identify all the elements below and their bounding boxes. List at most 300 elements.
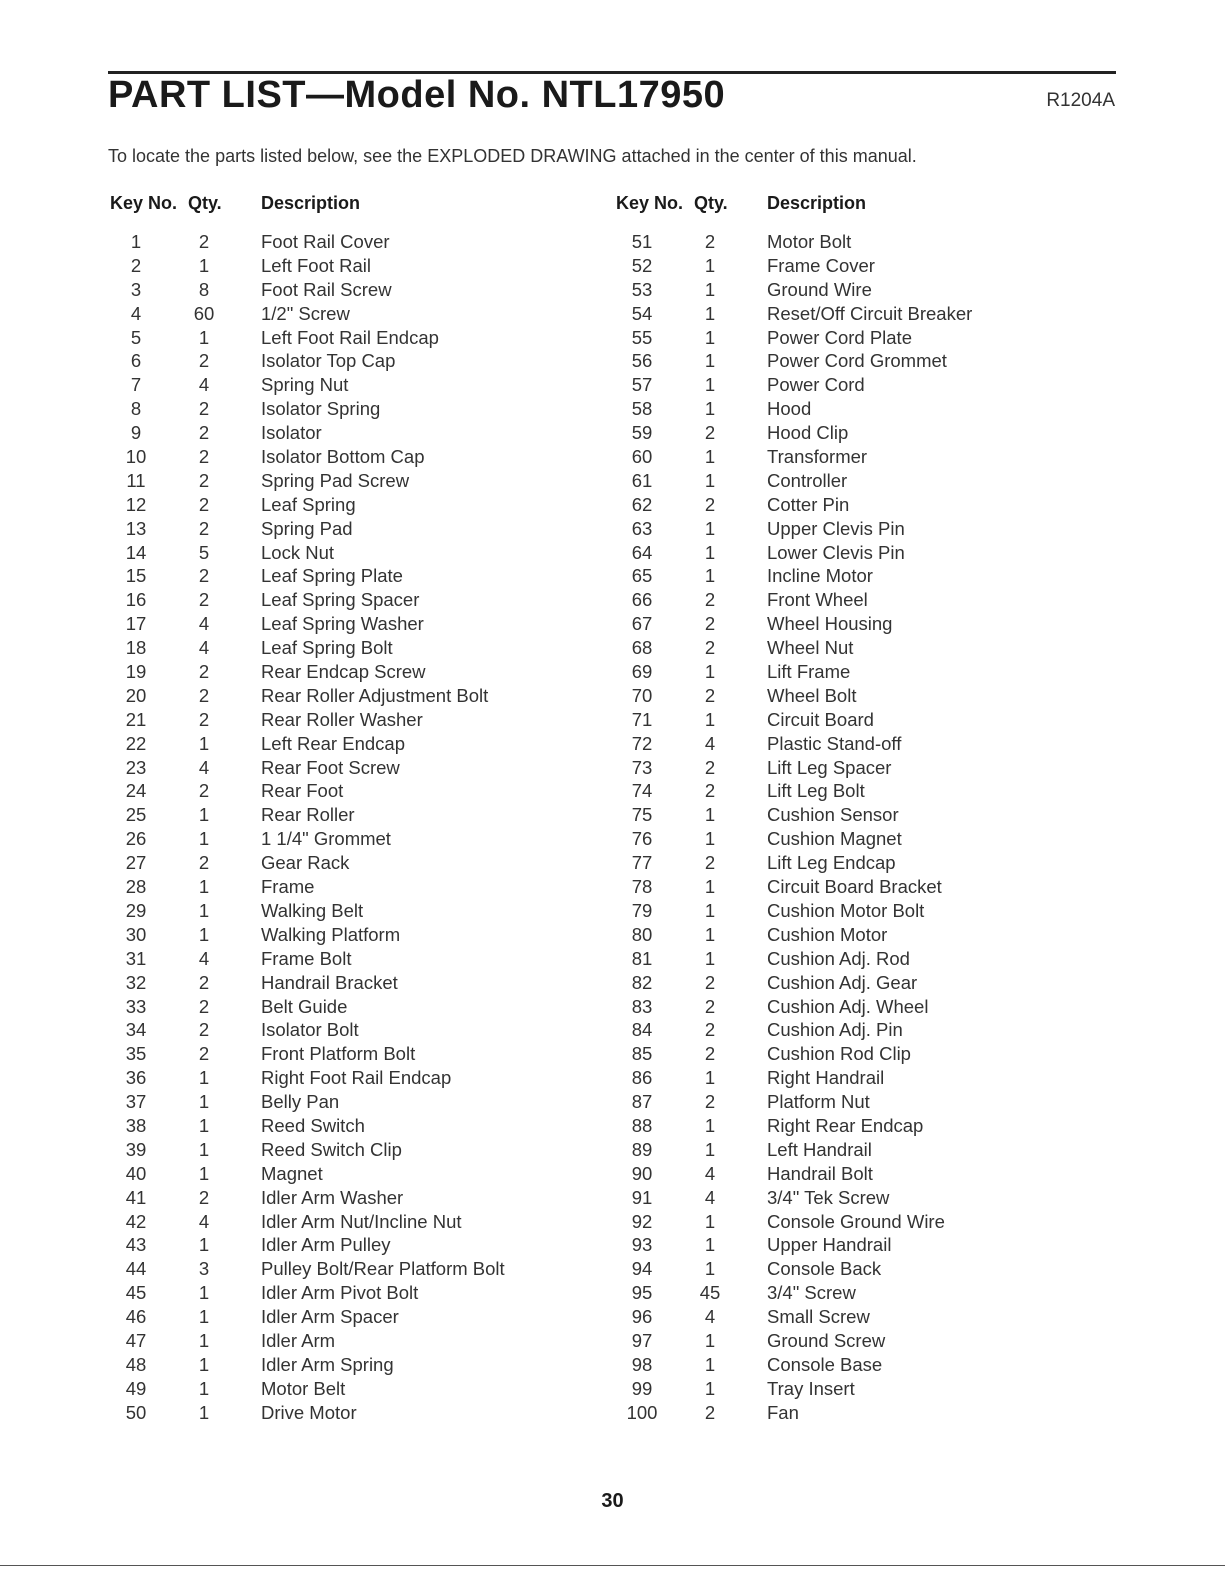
table-row (616, 1019, 1116, 1043)
key-number: 48 (125, 1353, 147, 1375)
quantity: 1 (704, 541, 716, 563)
key-number: 4 (130, 302, 142, 324)
part-description: Plastic Stand-off (767, 732, 902, 754)
page-title: PART LIST—Model No. NTL17950 (108, 74, 726, 116)
table-row (616, 255, 1116, 279)
key-number: 63 (631, 517, 653, 539)
table-row (110, 1282, 610, 1306)
key-number: 69 (631, 661, 653, 683)
key-number: 72 (631, 732, 653, 754)
quantity: 4 (198, 756, 210, 778)
key-number: 74 (631, 780, 653, 802)
quantity: 1 (704, 923, 716, 945)
quantity: 2 (198, 517, 210, 539)
key-number: 20 (125, 684, 147, 706)
quantity: 5 (198, 541, 210, 563)
part-description: Cushion Rod Clip (767, 1043, 911, 1065)
key-number: 80 (631, 923, 653, 945)
key-number: 24 (125, 780, 147, 802)
quantity: 2 (704, 995, 716, 1017)
key-number: 57 (631, 374, 653, 396)
key-number: 88 (631, 1114, 653, 1136)
table-row (616, 1115, 1116, 1139)
table-row (616, 924, 1116, 948)
key-number: 60 (631, 446, 653, 468)
table-row (616, 757, 1116, 781)
parts-list-left (110, 231, 610, 1426)
part-description: Frame Bolt (261, 947, 352, 969)
part-description: Isolator (261, 422, 322, 444)
key-number: 29 (125, 899, 147, 921)
quantity: 1 (704, 1234, 716, 1256)
quantity: 1 (704, 1258, 716, 1280)
table-row (616, 996, 1116, 1020)
key-number: 15 (125, 565, 147, 587)
key-number: 39 (125, 1138, 147, 1160)
quantity: 8 (198, 278, 210, 300)
part-description: Frame (261, 876, 315, 898)
part-description: Rear Foot Screw (261, 756, 400, 778)
quantity: 60 (193, 302, 215, 324)
part-description: Spring Nut (261, 374, 349, 396)
quantity: 4 (704, 732, 716, 754)
part-description: Left Foot Rail Endcap (261, 326, 439, 348)
quantity: 4 (198, 1210, 210, 1232)
quantity: 2 (198, 708, 210, 730)
table-header (616, 193, 1116, 231)
part-description: Left Handrail (767, 1138, 872, 1160)
quantity: 2 (198, 446, 210, 468)
table-row (110, 1378, 610, 1402)
table-row (110, 303, 610, 327)
quantity: 1 (704, 374, 716, 396)
key-number: 11 (126, 469, 146, 491)
part-description: Leaf Spring (261, 493, 356, 515)
key-number: 27 (125, 852, 147, 874)
table-row (616, 1091, 1116, 1115)
quantity: 2 (198, 398, 210, 420)
quantity: 1 (704, 876, 716, 898)
quantity: 4 (198, 637, 210, 659)
table-row (616, 231, 1116, 255)
quantity: 2 (198, 971, 210, 993)
key-number: 32 (125, 971, 147, 993)
key-number: 49 (125, 1377, 147, 1399)
part-description: Lower Clevis Pin (767, 541, 905, 563)
part-description: Leaf Spring Bolt (261, 637, 393, 659)
parts-table-right (616, 193, 1116, 1426)
table-row (110, 279, 610, 303)
table-row (616, 446, 1116, 470)
key-number: 21 (125, 708, 147, 730)
quantity: 2 (704, 1401, 716, 1423)
part-description: Incline Motor (767, 565, 873, 587)
table-row (110, 733, 610, 757)
part-description: Spring Pad Screw (261, 469, 410, 491)
key-number: 86 (631, 1067, 653, 1089)
key-number: 12 (125, 493, 147, 515)
table-row (110, 231, 610, 255)
key-number: 53 (631, 278, 653, 300)
key-number: 42 (125, 1210, 147, 1232)
key-number: 71 (631, 708, 653, 730)
table-row (616, 828, 1116, 852)
part-description: Transformer (767, 446, 868, 468)
page-number: 30 (601, 1490, 624, 1512)
quantity: 1 (198, 1401, 210, 1423)
key-number: 46 (125, 1306, 147, 1328)
table-row (110, 613, 610, 637)
key-number: 73 (631, 756, 653, 778)
table-row (110, 1402, 610, 1426)
key-number: 81 (631, 947, 653, 969)
key-number: 51 (631, 231, 653, 252)
quantity: 1 (704, 302, 716, 324)
key-number: 44 (125, 1258, 147, 1280)
part-description: Tray Insert (767, 1377, 855, 1399)
key-number: 100 (626, 1401, 658, 1423)
table-row (616, 374, 1116, 398)
quantity: 2 (198, 661, 210, 683)
key-number: 85 (631, 1043, 653, 1065)
table-row (616, 1258, 1116, 1282)
table-row (110, 1234, 610, 1258)
table-row (616, 613, 1116, 637)
quantity: 1 (704, 469, 716, 491)
table-row (110, 1139, 610, 1163)
quantity: 1 (704, 899, 716, 921)
key-number: 13 (125, 517, 147, 539)
quantity: 1 (704, 1377, 716, 1399)
key-number: 38 (125, 1114, 147, 1136)
quantity: 1 (198, 1282, 210, 1304)
table-row (110, 398, 610, 422)
quantity: 45 (699, 1282, 721, 1304)
quantity: 1 (198, 1353, 210, 1375)
table-row (110, 1043, 610, 1067)
table-row (616, 1402, 1116, 1426)
table-row (110, 1163, 610, 1187)
quantity: 2 (198, 493, 210, 515)
quantity: 1 (704, 947, 716, 969)
key-number: 14 (125, 541, 147, 563)
part-description: Idler Arm Pulley (261, 1234, 391, 1256)
key-number: 28 (125, 876, 147, 898)
quantity: 2 (704, 1043, 716, 1065)
table-row (110, 924, 610, 948)
key-number: 5 (130, 326, 142, 348)
quantity: 2 (198, 1043, 210, 1065)
table-row (616, 542, 1116, 566)
part-description: Idler Arm Pivot Bolt (261, 1282, 419, 1304)
part-description: Console Base (767, 1353, 883, 1375)
table-row (616, 804, 1116, 828)
part-description: Cushion Adj. Wheel (767, 995, 929, 1017)
key-number: 18 (125, 637, 147, 659)
table-row (616, 637, 1116, 661)
table-row (110, 948, 610, 972)
table-row (616, 303, 1116, 327)
part-description: Frame Cover (767, 254, 875, 276)
part-description: Reset/Off Circuit Breaker (767, 302, 973, 324)
key-number: 23 (125, 756, 147, 778)
table-row (110, 255, 610, 279)
key-number: 97 (631, 1329, 653, 1351)
part-description: Fan (767, 1401, 799, 1423)
quantity: 2 (704, 231, 716, 252)
quantity: 4 (704, 1162, 716, 1184)
header-qty: Qty. (188, 193, 222, 213)
table-row (110, 1187, 610, 1211)
part-description: Pulley Bolt/Rear Platform Bolt (261, 1258, 505, 1280)
part-description: Idler Arm Spacer (261, 1306, 399, 1328)
part-description: Idler Arm Spring (261, 1353, 394, 1375)
quantity: 4 (198, 947, 210, 969)
key-number: 76 (631, 828, 653, 850)
quantity: 2 (704, 493, 716, 515)
table-row (110, 1211, 610, 1235)
header-qty: Qty. (694, 193, 728, 213)
key-number: 33 (125, 995, 147, 1017)
part-description: Idler Arm Nut/Incline Nut (261, 1210, 462, 1232)
table-row (110, 637, 610, 661)
table-row (110, 685, 610, 709)
key-number: 58 (631, 398, 653, 420)
key-number: 82 (631, 971, 653, 993)
part-description: Hood Clip (767, 422, 849, 444)
part-description: Spring Pad (261, 517, 353, 539)
part-description: 1/2" Screw (261, 302, 350, 324)
quantity: 1 (704, 661, 716, 683)
key-number: 84 (631, 1019, 653, 1041)
quantity: 2 (198, 852, 210, 874)
quantity: 1 (198, 923, 210, 945)
quantity: 1 (198, 1138, 210, 1160)
table-row (110, 1330, 610, 1354)
key-number: 26 (125, 828, 147, 850)
part-description: Isolator Top Cap (261, 350, 396, 372)
table-row (616, 1234, 1116, 1258)
quantity: 2 (198, 995, 210, 1017)
table-row (110, 780, 610, 804)
part-description: Wheel Nut (767, 637, 854, 659)
key-number: 75 (631, 804, 653, 826)
key-number: 87 (631, 1091, 653, 1113)
part-description: Right Foot Rail Endcap (261, 1067, 452, 1089)
table-row (616, 1378, 1116, 1402)
table-row (110, 374, 610, 398)
key-number: 98 (631, 1353, 653, 1375)
table-row (110, 494, 610, 518)
key-number: 93 (631, 1234, 653, 1256)
quantity: 1 (198, 804, 210, 826)
part-description: Lift Leg Bolt (767, 780, 865, 802)
part-description: Console Ground Wire (767, 1210, 945, 1232)
quantity: 1 (704, 1114, 716, 1136)
key-number: 36 (125, 1067, 147, 1089)
part-description: Cushion Adj. Rod (767, 947, 910, 969)
table-header (110, 193, 610, 231)
quantity: 2 (704, 637, 716, 659)
table-row (110, 1091, 610, 1115)
key-number: 31 (125, 947, 147, 969)
parts-list-right (616, 231, 1116, 1426)
quantity: 1 (198, 732, 210, 754)
part-description: 3/4" Tek Screw (767, 1186, 890, 1208)
key-number: 47 (125, 1329, 147, 1351)
table-row (616, 565, 1116, 589)
key-number: 70 (631, 684, 653, 706)
key-number: 56 (631, 350, 653, 372)
key-number: 77 (631, 852, 653, 874)
table-row (110, 1067, 610, 1091)
part-description: Upper Clevis Pin (767, 517, 905, 539)
quantity: 1 (704, 1210, 716, 1232)
key-number: 79 (631, 899, 653, 921)
table-row (616, 518, 1116, 542)
part-description: Ground Screw (767, 1329, 886, 1351)
table-row (616, 1067, 1116, 1091)
key-number: 6 (130, 350, 142, 372)
table-row (616, 1187, 1116, 1211)
table-row (110, 446, 610, 470)
quantity: 2 (704, 684, 716, 706)
part-description: Cushion Sensor (767, 804, 899, 826)
quantity: 2 (704, 589, 716, 611)
part-description: Left Rear Endcap (261, 732, 405, 754)
quantity: 2 (198, 684, 210, 706)
quantity: 1 (704, 565, 716, 587)
key-number: 92 (631, 1210, 653, 1232)
table-row (110, 327, 610, 351)
table-row (110, 709, 610, 733)
part-description: Walking Belt (261, 899, 364, 921)
quantity: 1 (704, 1067, 716, 1089)
quantity: 2 (704, 780, 716, 802)
part-description: Lift Frame (767, 661, 851, 683)
part-description: Wheel Housing (767, 613, 893, 635)
part-description: Leaf Spring Spacer (261, 589, 420, 611)
part-description: Cotter Pin (767, 493, 850, 515)
part-description: Reed Switch Clip (261, 1138, 402, 1160)
quantity: 2 (198, 780, 210, 802)
table-row (616, 494, 1116, 518)
quantity: 2 (198, 422, 210, 444)
part-description: Front Platform Bolt (261, 1043, 416, 1065)
key-number: 55 (631, 326, 653, 348)
part-description: Power Cord Plate (767, 326, 912, 348)
key-number: 30 (125, 923, 147, 945)
table-row (616, 279, 1116, 303)
key-number: 95 (631, 1282, 653, 1304)
key-number: 64 (631, 541, 653, 563)
table-row (616, 1306, 1116, 1330)
key-number: 34 (125, 1019, 147, 1041)
part-description: Gear Rack (261, 852, 350, 874)
key-number: 40 (125, 1162, 147, 1184)
part-description: Isolator Bolt (261, 1019, 359, 1041)
part-description: Cushion Adj. Pin (767, 1019, 903, 1041)
quantity: 1 (198, 1091, 210, 1113)
quantity: 1 (704, 446, 716, 468)
table-row (110, 1354, 610, 1378)
key-number: 90 (631, 1162, 653, 1184)
key-number: 3 (130, 278, 142, 300)
key-number: 66 (631, 589, 653, 611)
table-row (616, 422, 1116, 446)
part-description: Platform Nut (767, 1091, 870, 1113)
table-row (110, 876, 610, 900)
part-description: Handrail Bracket (261, 971, 398, 993)
table-row (616, 1163, 1116, 1187)
key-number: 83 (631, 995, 653, 1017)
quantity: 2 (198, 1019, 210, 1041)
table-row (616, 350, 1116, 374)
part-description: Motor Bolt (767, 231, 852, 252)
quantity: 1 (704, 278, 716, 300)
table-row (616, 1043, 1116, 1067)
quantity: 1 (198, 326, 210, 348)
table-row (616, 876, 1116, 900)
part-description: Wheel Bolt (767, 684, 857, 706)
part-description: Magnet (261, 1162, 323, 1184)
part-description: Ground Wire (767, 278, 872, 300)
quantity: 2 (198, 350, 210, 372)
quantity: 1 (198, 1329, 210, 1351)
quantity: 4 (198, 374, 210, 396)
key-number: 91 (631, 1186, 653, 1208)
part-description: Isolator Spring (261, 398, 381, 420)
quantity: 1 (704, 828, 716, 850)
key-number: 43 (125, 1234, 147, 1256)
key-number: 1 (130, 231, 142, 252)
table-row (110, 518, 610, 542)
part-description: Lift Leg Endcap (767, 852, 896, 874)
table-row (616, 398, 1116, 422)
part-description: Idler Arm Washer (261, 1186, 404, 1208)
key-number: 41 (125, 1186, 147, 1208)
quantity: 2 (704, 852, 716, 874)
part-description: Cushion Motor (767, 923, 888, 945)
key-number: 52 (631, 254, 653, 276)
part-description: Rear Foot (261, 780, 344, 802)
table-row (616, 685, 1116, 709)
part-description: Right Rear Endcap (767, 1114, 924, 1136)
part-description: Power Cord Grommet (767, 350, 947, 372)
table-row (110, 542, 610, 566)
quantity: 1 (704, 326, 716, 348)
part-description: Foot Rail Screw (261, 278, 392, 300)
quantity: 1 (198, 254, 210, 276)
quantity: 2 (198, 231, 210, 252)
quantity: 1 (198, 1114, 210, 1136)
part-description: Isolator Bottom Cap (261, 446, 425, 468)
part-description: Small Screw (767, 1306, 870, 1328)
quantity: 2 (704, 422, 716, 444)
quantity: 1 (198, 828, 210, 850)
table-row (616, 852, 1116, 876)
part-description: Circuit Board (767, 708, 874, 730)
key-number: 94 (631, 1258, 653, 1280)
key-number: 45 (125, 1282, 147, 1304)
quantity: 1 (198, 1067, 210, 1089)
part-description: Handrail Bolt (767, 1162, 873, 1184)
quantity: 1 (704, 398, 716, 420)
key-number: 10 (125, 446, 147, 468)
part-description: Drive Motor (261, 1401, 357, 1423)
quantity: 1 (704, 804, 716, 826)
quantity: 2 (198, 1186, 210, 1208)
